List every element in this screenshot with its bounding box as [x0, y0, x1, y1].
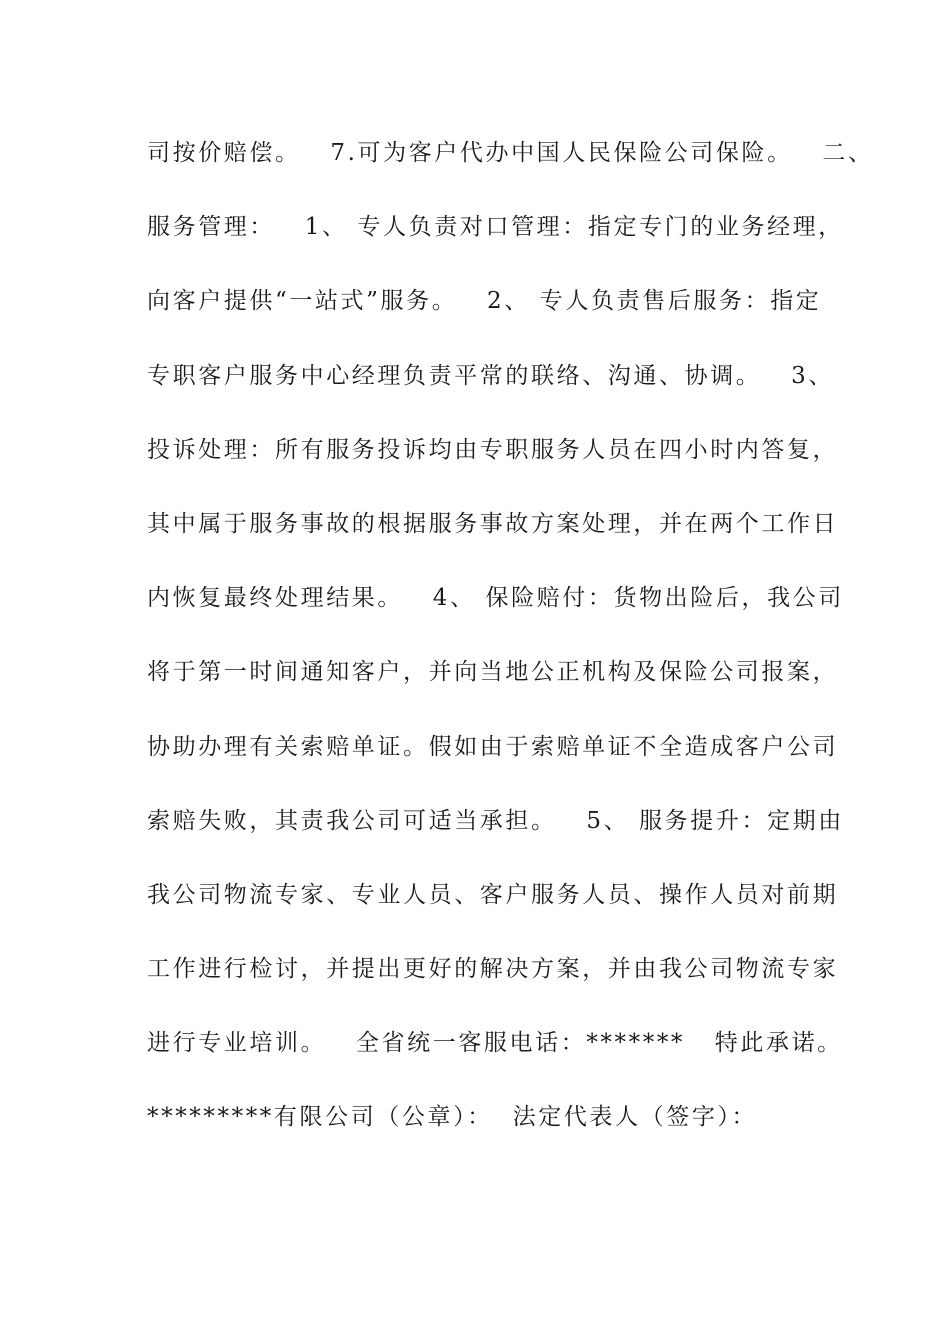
text-line: 索赔失败，其责我公司可适当承担。 5、 服务提升：定期由	[147, 807, 844, 834]
signature-line: *********有限公司（公章）： 法定代表人（签字）：	[147, 1104, 758, 1131]
text-line: 工作进行检讨，并提出更好的解决方案，并由我公司物流专家	[147, 956, 839, 983]
text-line: 向客户提供“一站式”服务。 2、 专人负责售后服务：指定	[147, 288, 822, 315]
text-line: 服务管理： 1、 专人负责对口管理：指定专门的业务经理，	[147, 214, 844, 241]
document-body	[147, 130, 874, 1169]
text-line: 我公司物流专家、专业人员、客户服务人员、操作人员对前期	[147, 881, 839, 908]
text-line: 专职客户服务中心经理负责平常的联络、沟通、协调。 3、	[147, 362, 834, 389]
text-line: 将于第一时间通知客户，并向当地公正机构及保险公司报案，	[147, 659, 839, 686]
text-line: 投诉处理：所有服务投诉均由专职服务人员在四小时内答复，	[147, 436, 839, 463]
text-line: 司按价赔偿。 7.可为客户代办中国人民保险公司保险。 二、	[147, 140, 874, 166]
text-line: 协助办理有关索赔单证。假如由于索赔单证不全造成客户公司	[147, 733, 839, 760]
text-line: 内恢复最终处理结果。 4、 保险赔付：货物出险后，我公司	[147, 585, 844, 612]
text-line: 其中属于服务事故的根据服务事故方案处理，并在两个工作日	[147, 510, 839, 537]
hotline-line: 进行专业培训。 全省统一客服电话：******* 特此承诺。	[147, 1030, 843, 1057]
